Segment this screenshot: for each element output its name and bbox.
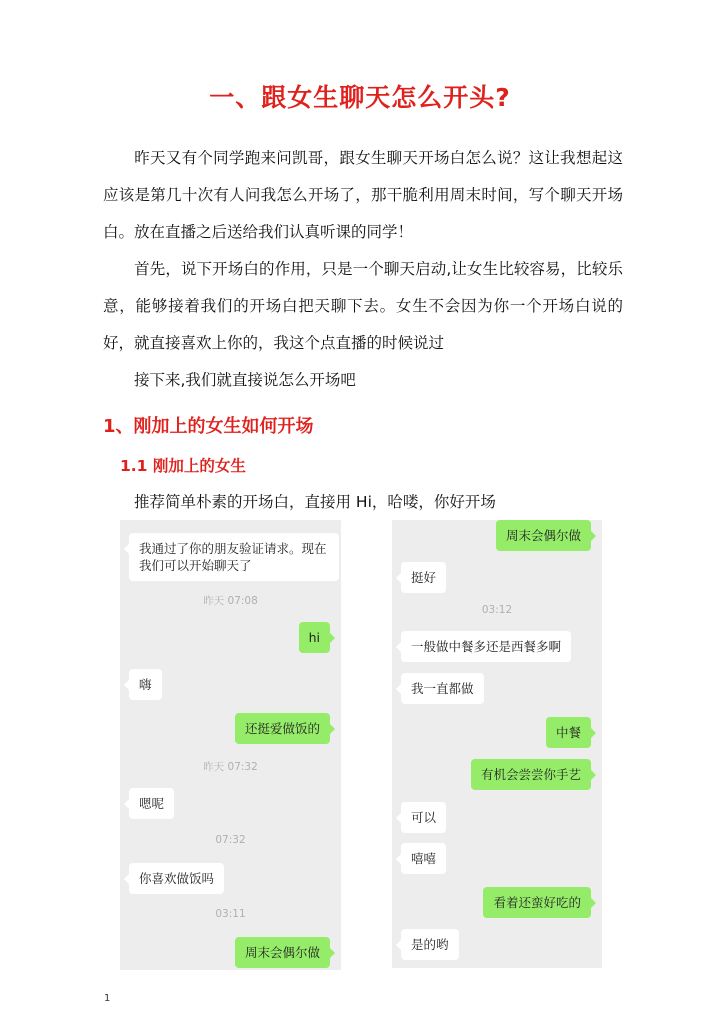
chat-timestamp: 07:32 — [215, 834, 246, 846]
chat-bubble: 是的哟 — [401, 929, 459, 960]
chat-timestamp: 03:11 — [215, 908, 246, 920]
chat-bubble: 可以 — [401, 802, 446, 833]
paragraph-3-text: 接下来,我们就直接说怎么开场吧 — [134, 371, 356, 389]
chat-bubble: 你喜欢做饭吗 — [129, 863, 224, 894]
chat-bubble: 还挺爱做饭的 — [235, 713, 330, 744]
chat-message — [235, 937, 330, 968]
paragraph-1 — [103, 140, 623, 251]
chat-message — [129, 788, 174, 819]
chat-message — [401, 802, 446, 833]
chat-message — [299, 622, 330, 653]
chat-message — [401, 673, 484, 704]
chat-screenshot-right — [392, 520, 602, 968]
chat-bubble: 周末会偶尔做 — [235, 937, 330, 968]
paragraph-2-text: 首先，说下开场白的作用，只是一个聊天启动,让女生比较容易，比较乐意，能够接着我们的开场白把天聊下去。女生不会因为你一个开场白说的好，就直接喜欢上你的，我这个点直播的时候说过 — [103, 260, 623, 352]
chat-message — [129, 669, 162, 700]
chat-message — [235, 713, 330, 744]
chat-bubble: 看着还蛮好吃的 — [483, 887, 591, 918]
paragraph-1-text: 昨天又有个同学跑来问凯哥，跟女生聊天开场白怎么说？这让我想起这应该是第几十次有人问我怎么开场了，那干脆利用周末时间，写个聊天开场白。放在直播之后送给我们认真听课的同学！ — [103, 149, 623, 241]
chat-bubble: 一般做中餐多还是西餐多啊 — [401, 631, 571, 662]
chat-bubble: 嗯呢 — [129, 788, 174, 819]
chat-screenshot-left — [120, 520, 341, 970]
page-number: 1 — [104, 993, 111, 1004]
paragraph-3 — [103, 362, 623, 399]
intro-text: 推荐简单朴素的开场白，直接用 Hi，哈喽，你好开场 — [134, 493, 496, 511]
chat-message — [471, 759, 591, 790]
chat-message — [129, 533, 339, 581]
chat-timestamp: 昨天 07:32 — [203, 761, 258, 773]
chat-message — [401, 562, 446, 593]
chat-message — [401, 631, 571, 662]
chat-message — [546, 717, 591, 748]
subsection-heading: 1.1 刚加上的女生 — [120, 457, 246, 475]
chat-message — [401, 843, 446, 874]
chat-bubble: 挺好 — [401, 562, 446, 593]
chat-timestamp: 03:12 — [481, 604, 513, 616]
chat-timestamp: 昨天 07:08 — [203, 595, 258, 607]
chat-bubble: hi — [299, 622, 330, 653]
section-heading: 1、刚加上的女生如何开场 — [103, 416, 314, 437]
chat-message — [483, 887, 591, 918]
chat-bubble: 周末会偶尔做 — [496, 520, 591, 551]
chat-bubble: 我通过了你的朋友验证请求。现在我们可以开始聊天了 — [129, 533, 339, 581]
chat-bubble: 嘻嘻 — [401, 843, 446, 874]
chat-bubble: 有机会尝尝你手艺 — [471, 759, 591, 790]
chat-message — [129, 863, 224, 894]
paragraph-2 — [103, 251, 623, 362]
page-title: 一、跟女生聊天怎么开头? — [209, 83, 511, 112]
chat-message — [496, 520, 591, 551]
chat-bubble: 我一直都做 — [401, 673, 484, 704]
chat-bubble: 中餐 — [546, 717, 591, 748]
chat-message — [401, 929, 459, 960]
chat-bubble: 嗨 — [129, 669, 162, 700]
